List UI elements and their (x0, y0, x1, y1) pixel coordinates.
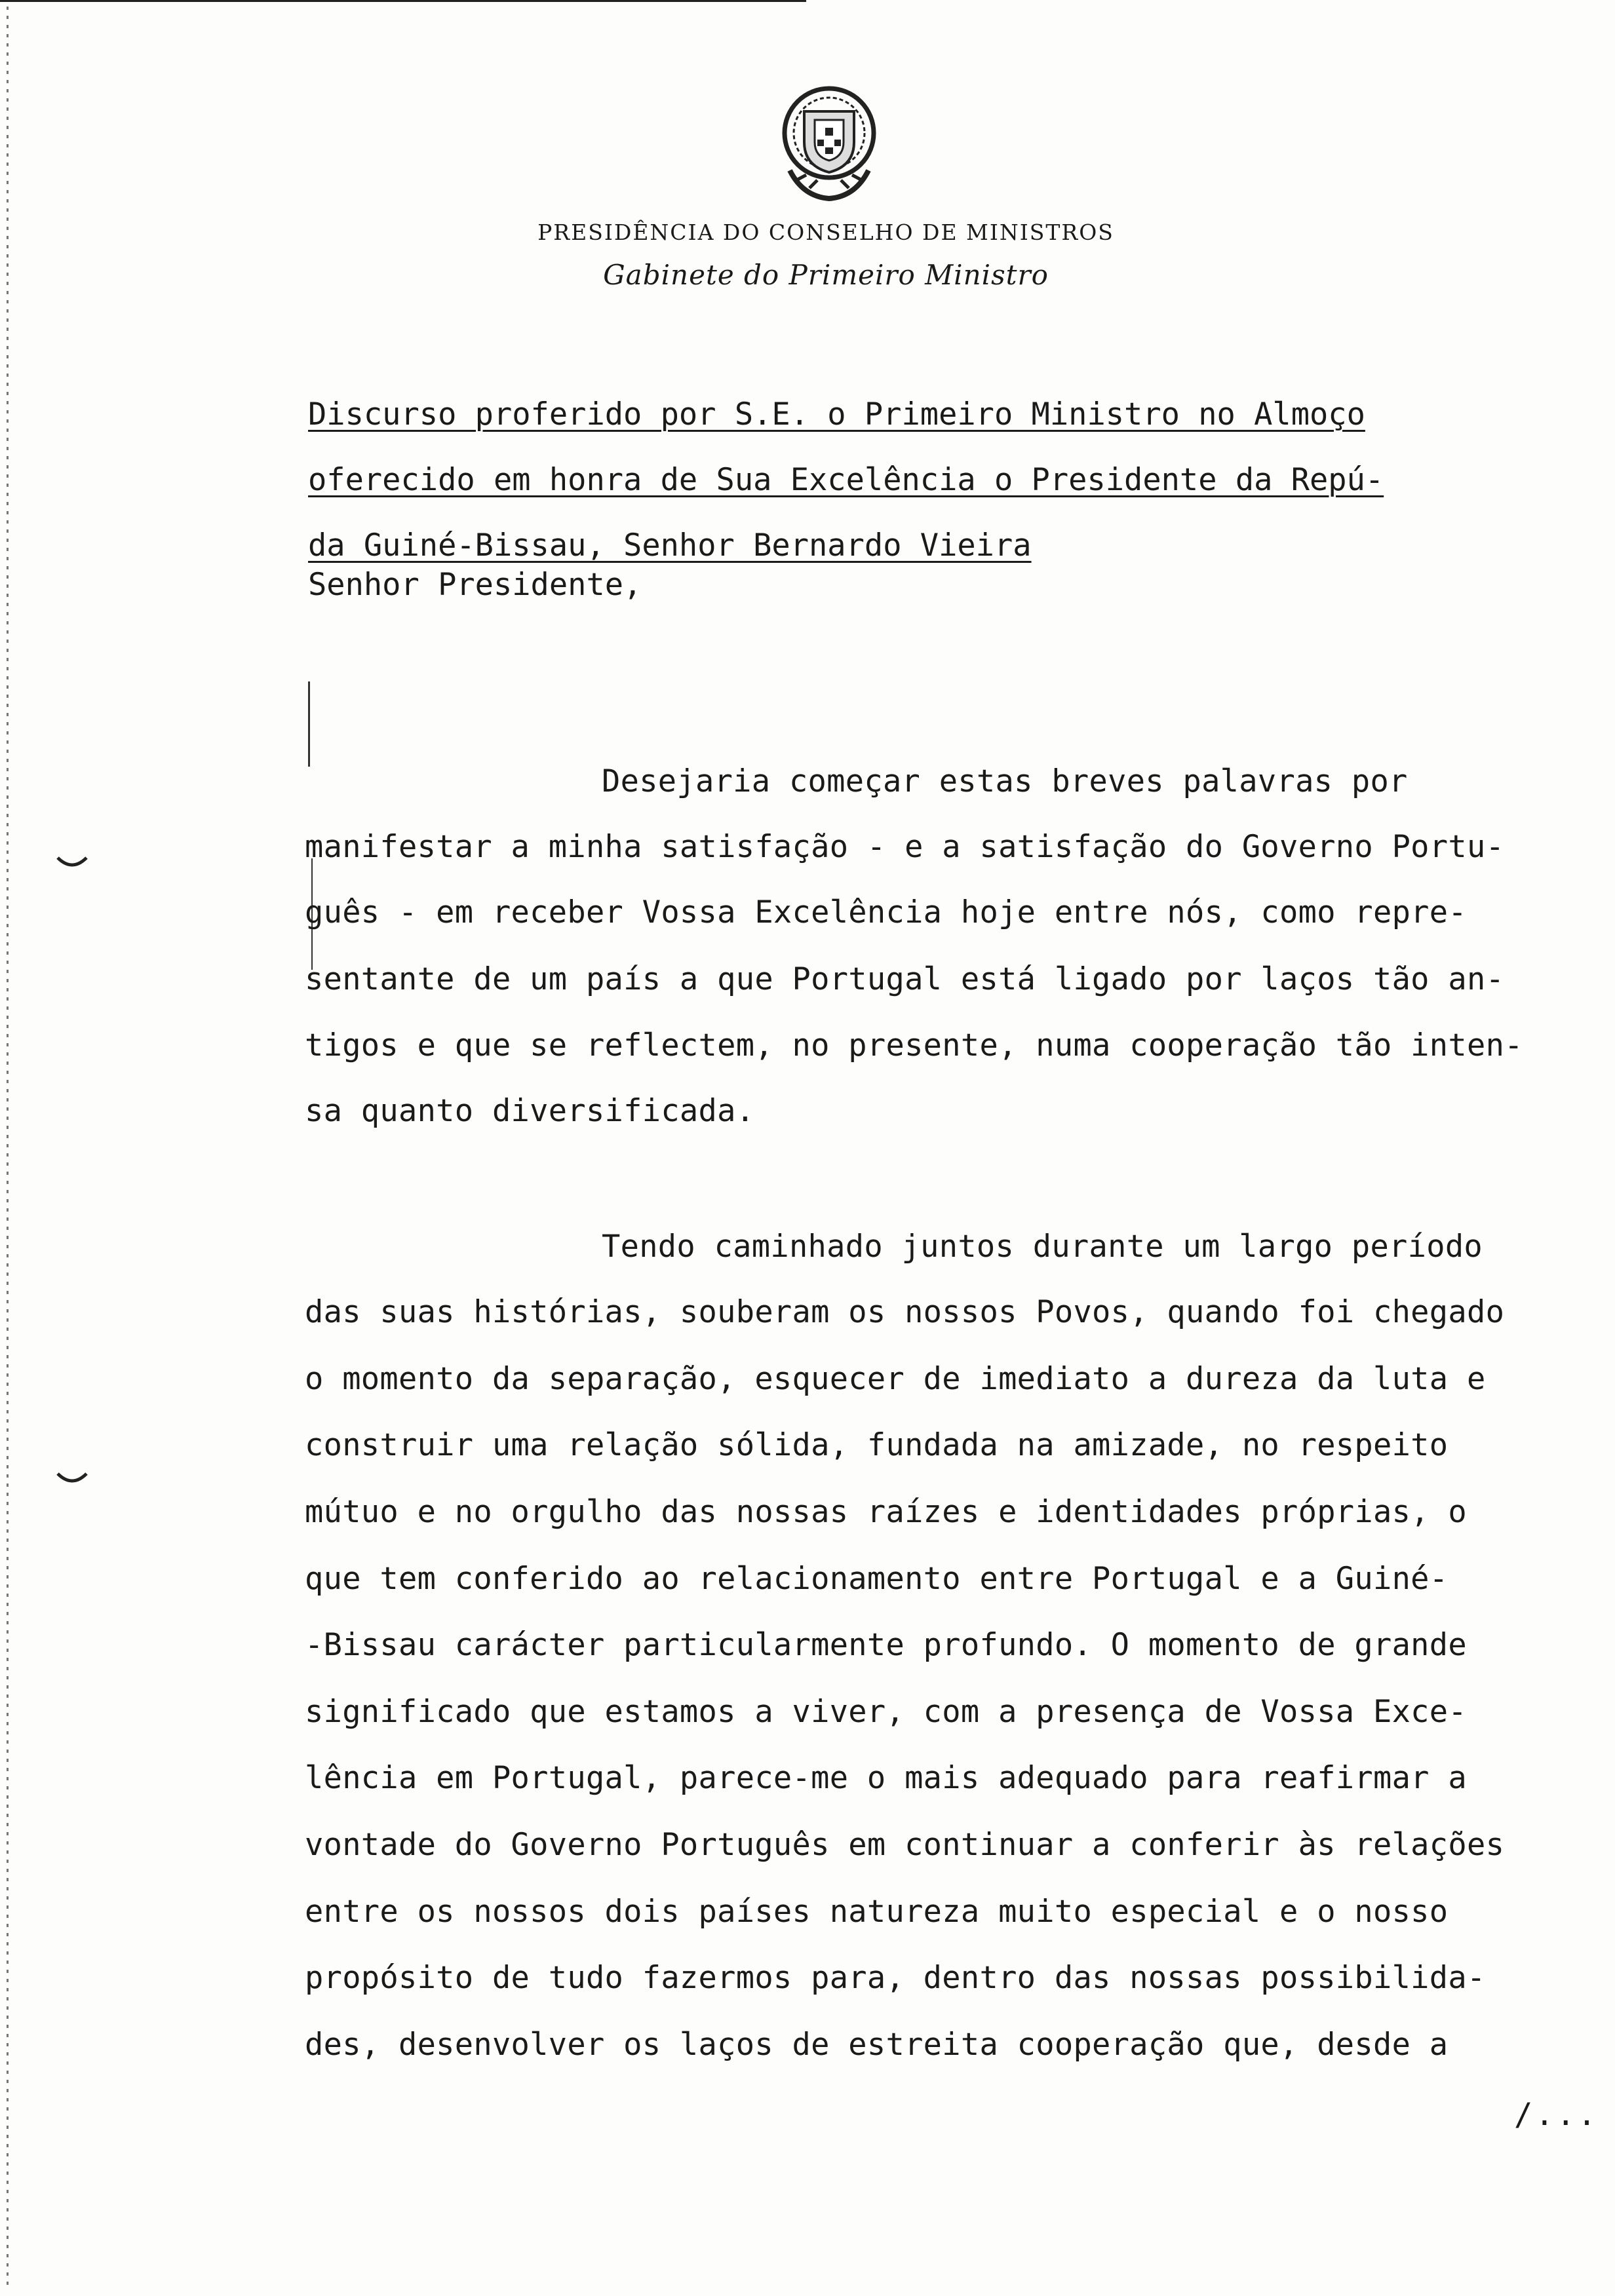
paragraph-line: guês - em receber Vossa Excelência hoje entre nós, como repre- (305, 894, 1467, 930)
paragraph-line: entre os nossos dois países natureza muito especial e o nosso (305, 1894, 1449, 1930)
paragraph-line: -Bissau carácter particularmente profundo. O momento de grande (305, 1627, 1467, 1663)
paragraph-line: construir uma relação sólida, fundada na amizade, no respeito (305, 1427, 1449, 1463)
paragraph-line: mútuo e no orgulho das nossas raízes e identidades próprias, o (305, 1494, 1467, 1530)
paragraph-line: significado que estamos a viver, com a presença de Vossa Exce- (305, 1694, 1467, 1730)
margin-hole-mark (56, 855, 88, 871)
paragraph-line: vontade do Governo Português em continuar a conferir às relações (305, 1827, 1505, 1863)
margin-pen-line (308, 681, 310, 767)
paragraph-line: sentante de um país a que Portugal está ligado por laços tão an- (305, 961, 1505, 997)
paragraph-line: sa quanto diversificada. (305, 1093, 755, 1129)
scan-left-edge (7, 7, 9, 2287)
paragraph-line: Desejaria começar estas breves palavras por (602, 763, 1408, 799)
coat-of-arms-emblem (770, 82, 888, 206)
document-title-line: Discurso proferido por S.E. o Primeiro Ministro no Almoço (308, 396, 1365, 432)
salutation: Senhor Presidente, (308, 567, 642, 603)
paragraph-line: lência em Portugal, parece-me o mais adequado para reafirmar a (305, 1760, 1467, 1796)
paragraph-line: das suas histórias, souberam os nossos Povos, quando foi chegado (305, 1294, 1505, 1330)
paragraph-line: que tem conferido ao relacionamento entre Portugal e a Guiné- (305, 1561, 1449, 1597)
paragraph-line: Tendo caminhado juntos durante um largo período (602, 1229, 1483, 1265)
document-title-line: da Guiné-Bissau, Senhor Bernardo Vieira (308, 527, 1032, 564)
paragraph-line: tigos e que se reflectem, no presente, numa cooperação tão inten- (305, 1027, 1523, 1063)
top-rule (0, 0, 806, 2)
paragraph-line: manifestar a minha satisfação - e a satisfação do Governo Portu- (305, 829, 1505, 865)
letterhead-office: Gabinete do Primeiro Ministro (603, 259, 1049, 291)
paragraph-line: des, desenvolver os laços de estreita cooperação que, desde a (305, 2027, 1449, 2063)
continuation-mark: /... (1514, 2097, 1599, 2133)
letterhead-institution: PRESIDÊNCIA DO CONSELHO DE MINISTROS (537, 220, 1114, 245)
margin-hole-mark (56, 1471, 88, 1487)
document-title-line: oferecido em honra de Sua Excelência o Presidente da Repú- (308, 462, 1384, 498)
paragraph-line: propósito de tudo fazermos para, dentro das nossas possibilida- (305, 1960, 1486, 1996)
paragraph-line: o momento da separação, esquecer de imediato a dureza da luta e (305, 1361, 1486, 1397)
